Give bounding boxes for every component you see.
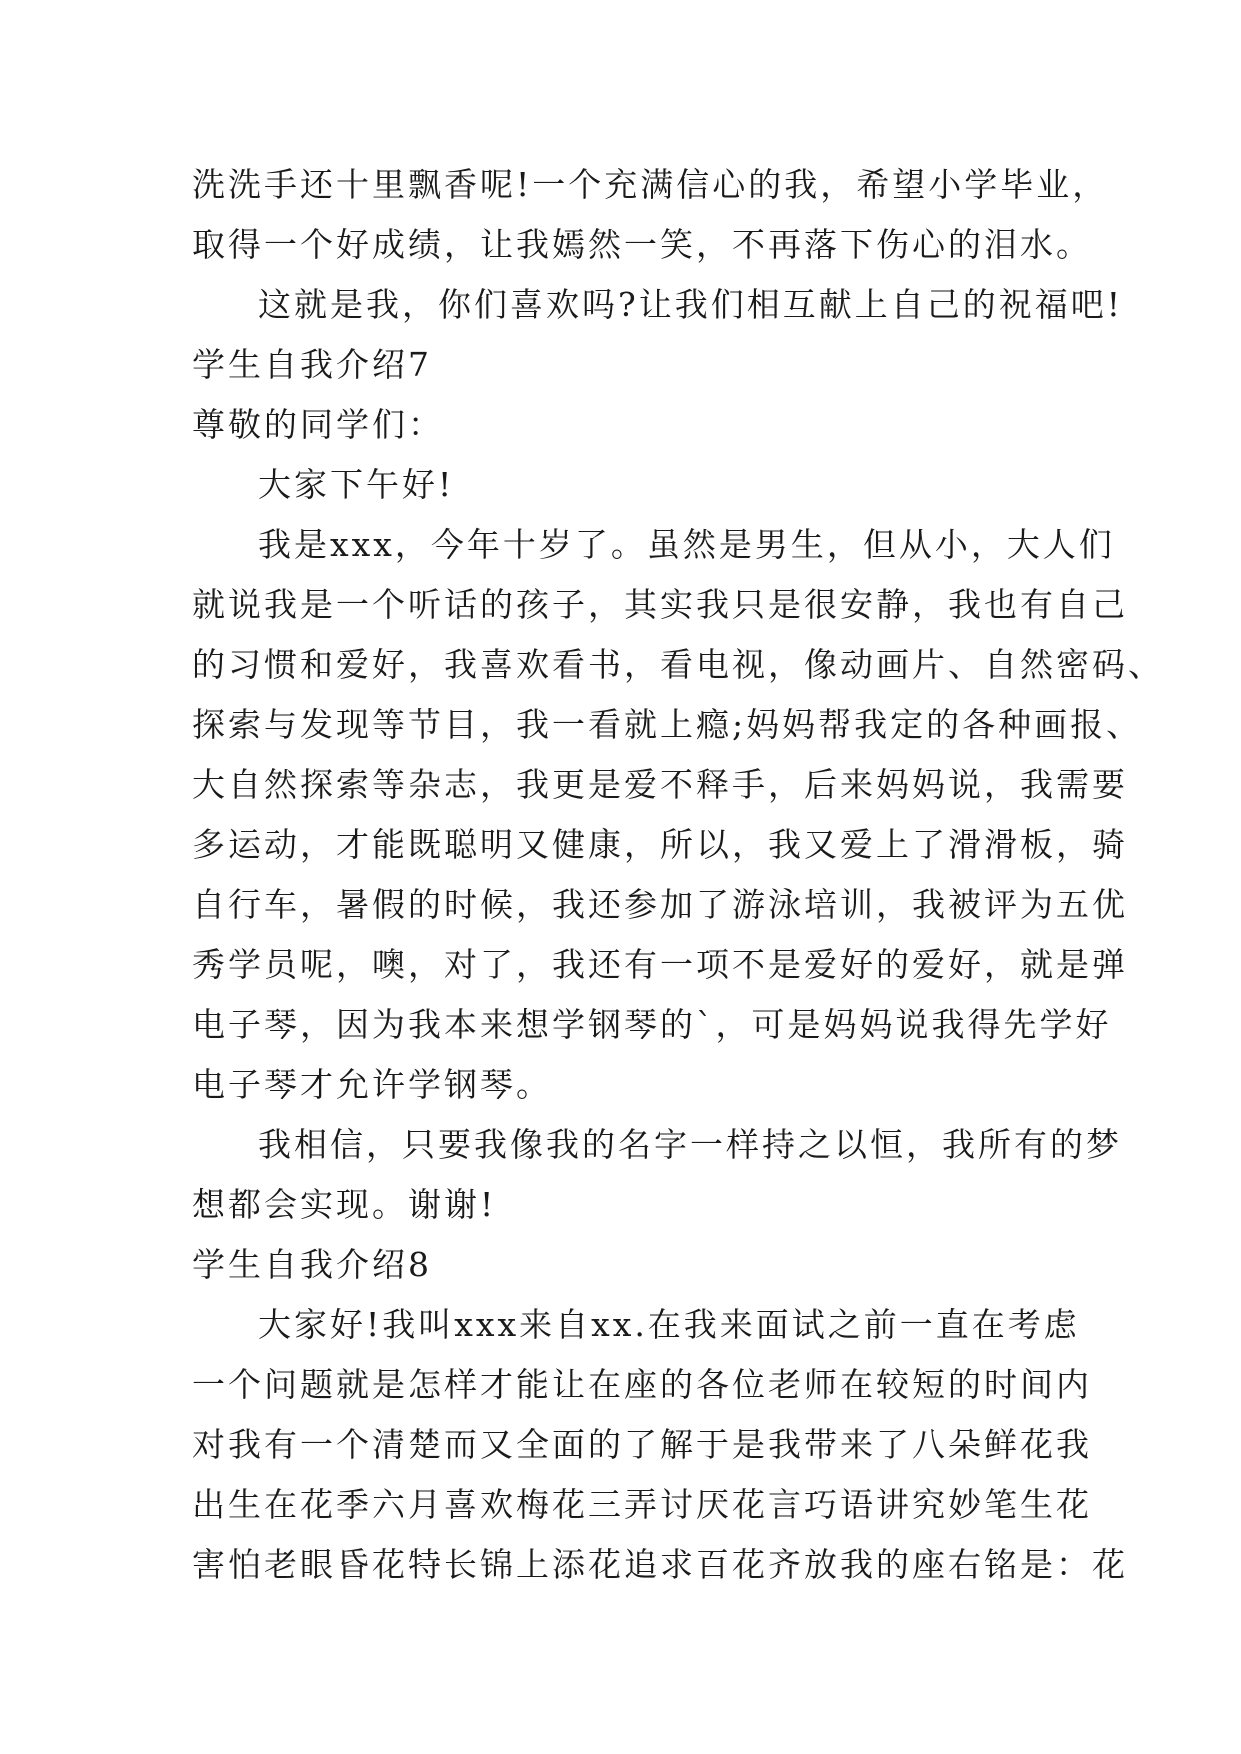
text-line: 电子琴，因为我本来想学钢琴的`，可是妈妈说我得先学好 xyxy=(192,1005,1112,1044)
text-line: 一个问题就是怎样才能让在座的各位老师在较短的时间内 xyxy=(192,1365,1092,1404)
text-line: 我相信，只要我像我的名字一样持之以恒，我所有的梦 xyxy=(258,1125,1122,1164)
text-line: 秀学员呢，噢，对了，我还有一项不是爱好的爱好，就是弹 xyxy=(192,945,1128,984)
text-line: 大家下午好! xyxy=(258,465,455,504)
text-line: 我是xxx，今年十岁了。虽然是男生，但从小，大人们 xyxy=(258,525,1115,564)
section-heading: 学生自我介绍8 xyxy=(192,1245,432,1284)
text-line: 电子琴才允许学钢琴。 xyxy=(192,1065,552,1104)
text-line: 对我有一个清楚而又全面的了解于是我带来了八朵鲜花我 xyxy=(192,1425,1092,1464)
document-body xyxy=(192,155,1164,1595)
text-line: 大家好!我叫xxx来自xx.在我来面试之前一直在考虑 xyxy=(258,1305,1080,1344)
text-line: 这就是我，你们喜欢吗?让我们相互献上自己的祝福吧! xyxy=(258,285,1123,324)
text-line: 洗洗手还十里飘香呢!一个充满信心的我，希望小学毕业， xyxy=(192,165,1109,204)
text-line: 取得一个好成绩，让我嫣然一笑，不再落下伤心的泪水。 xyxy=(192,225,1092,264)
text-line: 的习惯和爱好，我喜欢看书，看电视，像动画片、自然密码、 xyxy=(192,645,1164,684)
text-line: 尊敬的同学们： xyxy=(192,405,444,444)
text-line: 多运动，才能既聪明又健康，所以，我又爱上了滑滑板，骑 xyxy=(192,825,1128,864)
text-line: 出生在花季六月喜欢梅花三弄讨厌花言巧语讲究妙笔生花 xyxy=(192,1485,1092,1524)
text-line: 大自然探索等杂志，我更是爱不释手，后来妈妈说，我需要 xyxy=(192,765,1128,804)
text-line: 想都会实现。谢谢! xyxy=(192,1185,497,1224)
text-line: 自行车，暑假的时候，我还参加了游泳培训，我被评为五优 xyxy=(192,885,1128,924)
text-line: 探索与发现等节目，我一看就上瘾;妈妈帮我定的各种画报、 xyxy=(192,705,1143,744)
text-line: 害怕老眼昏花特长锦上添花追求百花齐放我的座右铭是：花 xyxy=(192,1545,1128,1584)
section-heading: 学生自我介绍7 xyxy=(192,345,432,384)
text-line: 就说我是一个听话的孩子，其实我只是很安静，我也有自己 xyxy=(192,585,1128,624)
